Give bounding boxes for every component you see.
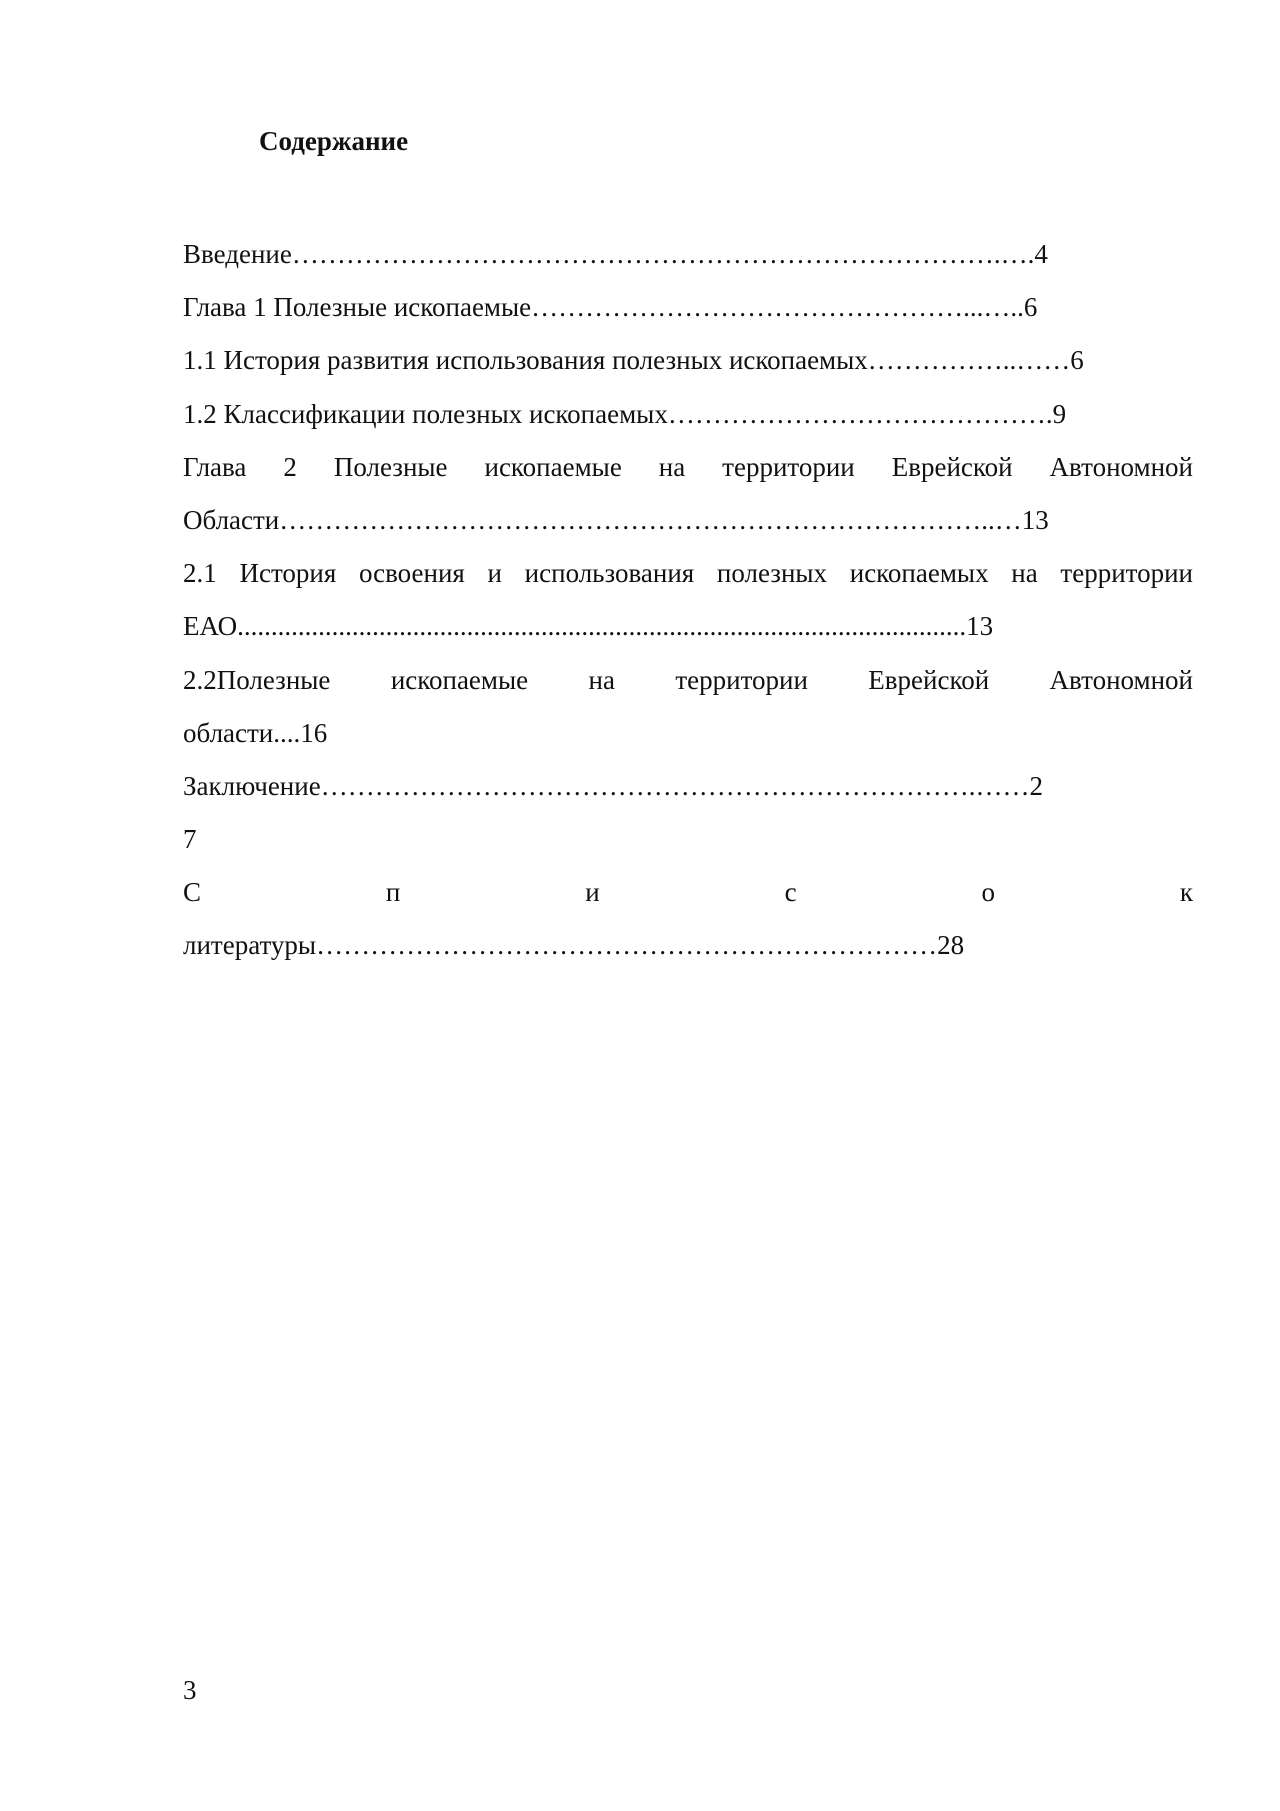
- toc-letter: с: [784, 877, 797, 908]
- toc-letter: п: [385, 877, 401, 908]
- toc-entry-section-2-1-line-2: ЕАО............................................................................................................13: [183, 611, 994, 642]
- toc-letter: о: [981, 877, 995, 908]
- toc-letter: С: [183, 877, 202, 908]
- toc-entry-section-2-1-line-1: 2.1 История освоения и использования полезных ископаемых на территории: [183, 558, 1193, 589]
- toc-entry-chapter-2-line-1: Глава 2 Полезные ископаемые на территории Еврейской Автономной: [183, 451, 1193, 482]
- toc-letter: и: [585, 877, 600, 908]
- toc-entry-chapter-1: Глава 1 Полезные ископаемые…………………………………………...…..6: [183, 292, 1038, 323]
- toc-entry-section-1-2: 1.2 Классификации полезных ископаемых…………………………………….9: [183, 398, 1067, 429]
- toc-entry-conclusion-line-1: Заключение……………………………………………………………….……2: [183, 770, 1043, 801]
- toc-entry-introduction: Введение…………………………………………………………………….….4: [183, 239, 1048, 269]
- toc-entry-references-line-2: литературы……………………………………………………………28: [183, 930, 965, 961]
- toc-letter: к: [1179, 877, 1193, 908]
- toc-entry-references-line-1: [183, 866, 1193, 919]
- page-number: 3: [183, 1675, 197, 1705]
- table-of-contents: [183, 228, 1193, 973]
- toc-entry-section-2-2-line-1: 2.2Полезные ископаемые на территории Еврейской Автономной: [183, 664, 1193, 695]
- toc-entry-conclusion-line-2: 7: [183, 824, 197, 855]
- toc-entry-section-1-1: 1.1 История развития использования полезных ископаемых……………..……6: [183, 345, 1084, 376]
- toc-title: Содержание: [259, 126, 409, 156]
- toc-entry-chapter-2-line-2: Области……………………………………………………………………..…13: [183, 504, 1049, 535]
- toc-entry-section-2-2-line-2: области....16: [183, 717, 328, 748]
